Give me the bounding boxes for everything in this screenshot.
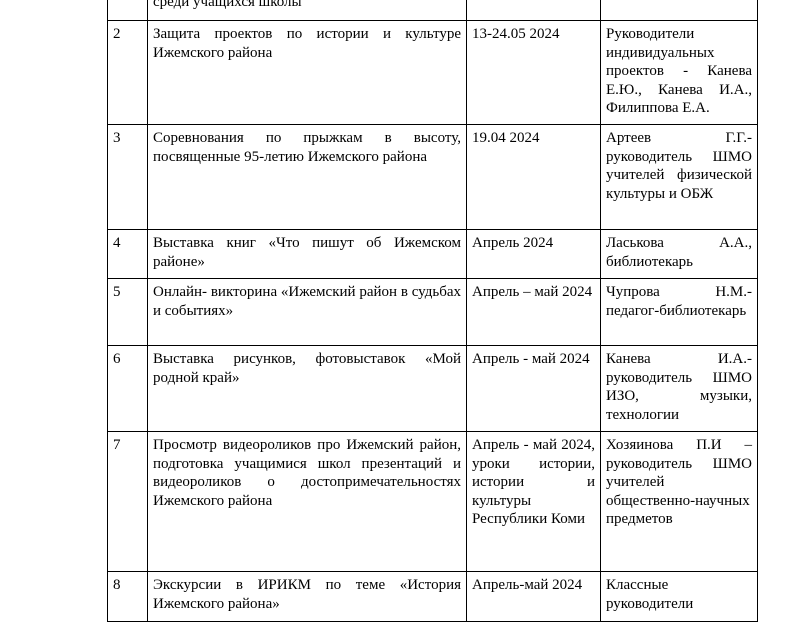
event-responsible: Ласькова А.А., библиотекарь bbox=[601, 230, 758, 279]
table-row bbox=[108, 125, 758, 230]
row-number: 2 bbox=[108, 21, 148, 125]
event-responsible: Чупрова Н.М.- педагог-библиотекарь bbox=[601, 279, 758, 346]
event-name: Онлайн- викторина «Ижемский район в судьбах и событиях» bbox=[148, 279, 467, 346]
table-row bbox=[108, 279, 758, 346]
event-date: Апрель - май 2024, уроки истории, истории и культуры Республики Коми bbox=[467, 432, 601, 572]
event-name: Соревнования по прыжкам в высоту, посвященные 95-летию Ижемского района bbox=[148, 125, 467, 230]
table-row bbox=[108, 432, 758, 572]
table-row bbox=[108, 230, 758, 279]
event-name: Просмотр видеороликов про Ижемский район, подготовка учащимися школ презентаций и видеороликов о достопримечательностях Ижемского района bbox=[148, 432, 467, 572]
event-responsible: Артеев Г.Г.- руководитель ШМО учителей физической культуры и ОБЖ bbox=[601, 125, 758, 230]
event-date: Апрель - май 2024 bbox=[467, 346, 601, 432]
row-number: 6 bbox=[108, 346, 148, 432]
event-name: Защита проектов по истории и культуре Ижемского района bbox=[148, 21, 467, 125]
row-number: 3 bbox=[108, 125, 148, 230]
row-number: 4 bbox=[108, 230, 148, 279]
table-row bbox=[108, 0, 758, 21]
row-number bbox=[108, 0, 148, 21]
event-date: Апрель 2024 bbox=[467, 230, 601, 279]
event-name: Выставка книг «Что пишут об Ижемском районе» bbox=[148, 230, 467, 279]
event-responsible bbox=[601, 0, 758, 21]
event-date: Апрель – май 2024 bbox=[467, 279, 601, 346]
table-row bbox=[108, 21, 758, 125]
event-responsible: Классные руководители bbox=[601, 572, 758, 622]
events-table bbox=[107, 0, 758, 622]
row-number: 7 bbox=[108, 432, 148, 572]
event-date bbox=[467, 0, 601, 21]
row-number: 8 bbox=[108, 572, 148, 622]
event-responsible: Хозяинова П.И – руководитель ШМО учителей общественно-научных предметов bbox=[601, 432, 758, 572]
event-name: Выставка рисунков, фотовыставок «Мой родной край» bbox=[148, 346, 467, 432]
table-row bbox=[108, 346, 758, 432]
event-responsible: Руководители индивидуальных проектов - Канева Е.Ю., Канева И.А., Филиппова Е.А. bbox=[601, 21, 758, 125]
event-date: 13-24.05 2024 bbox=[467, 21, 601, 125]
table-row bbox=[108, 572, 758, 622]
event-responsible: Канева И.А.- руководитель ШМО ИЗО, музыки, технологии bbox=[601, 346, 758, 432]
event-name: среди учащихся школы bbox=[148, 0, 467, 21]
event-date: 19.04 2024 bbox=[467, 125, 601, 230]
event-name: Экскурсии в ИРИКМ по теме «История Ижемского района» bbox=[148, 572, 467, 622]
event-date: Апрель-май 2024 bbox=[467, 572, 601, 622]
row-number: 5 bbox=[108, 279, 148, 346]
